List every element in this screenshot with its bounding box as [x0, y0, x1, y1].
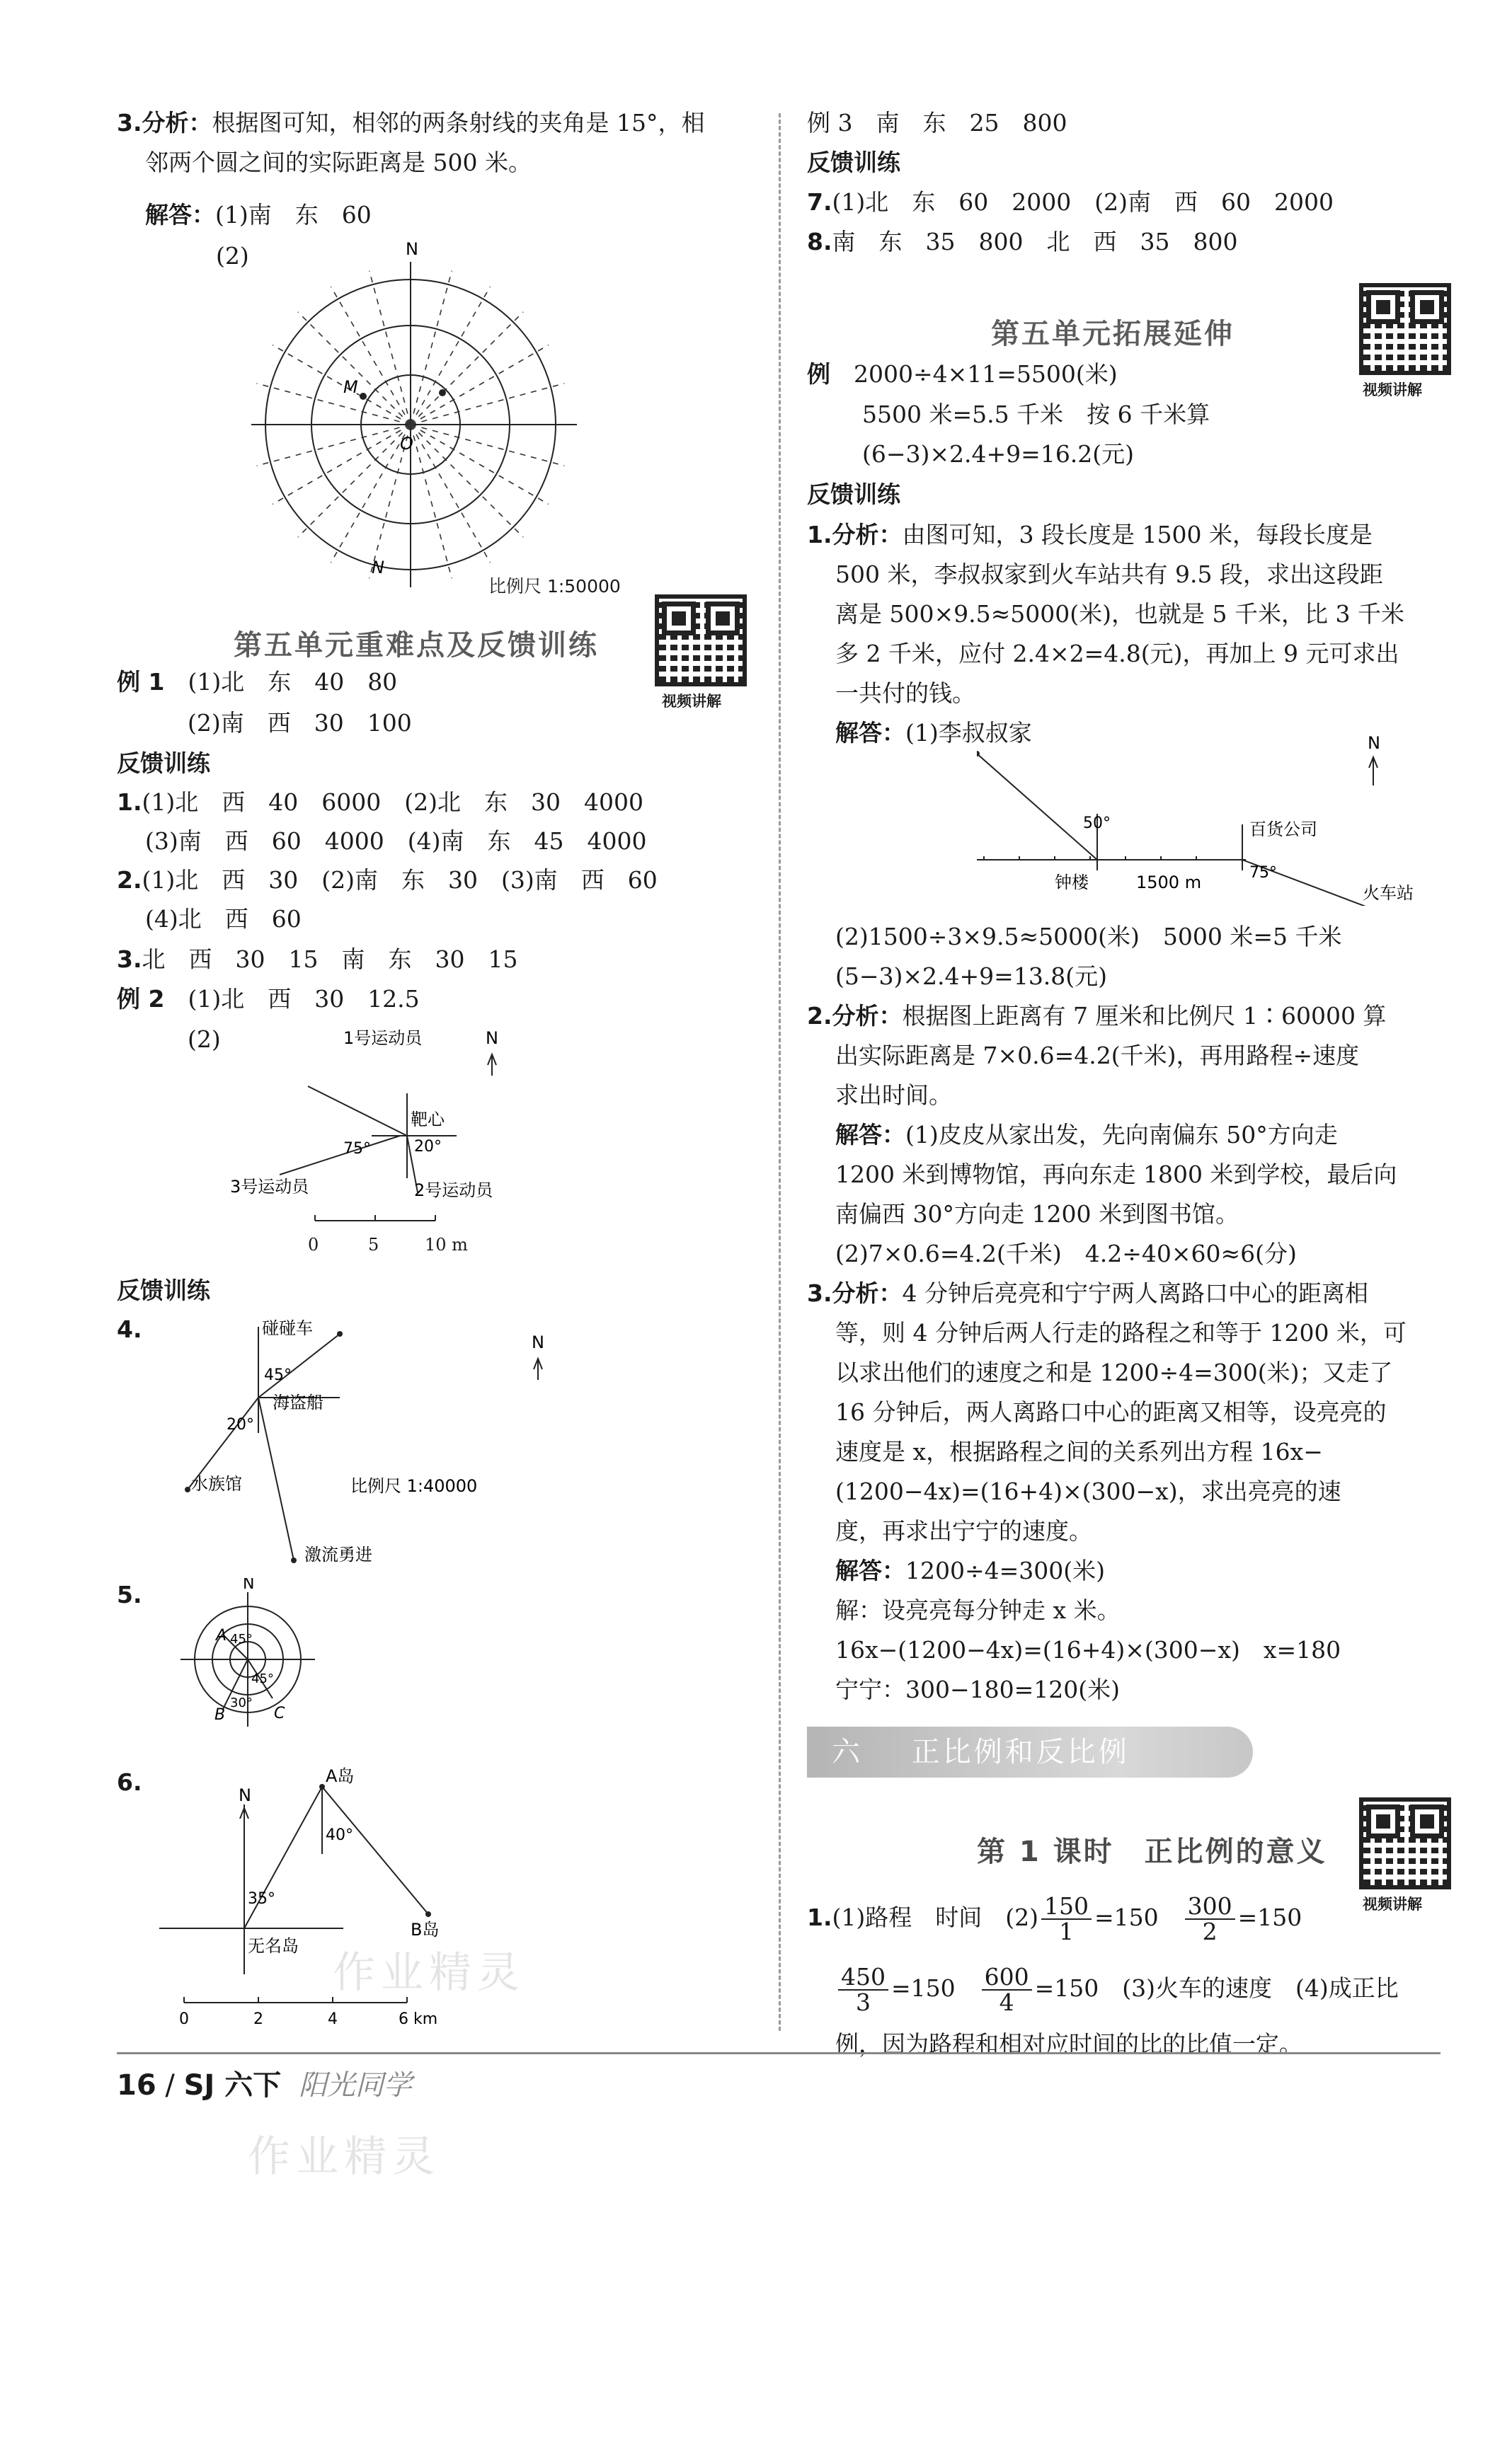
fig5-a45b: 45° [251, 1671, 274, 1686]
fig2-north: N [486, 1028, 498, 1048]
fig6-s4: 4 [328, 2010, 338, 2028]
fig5-a: A [216, 1627, 227, 1645]
fig5-b: B [214, 1706, 226, 1724]
extension-example: 例 2000÷4×11=5500(米) [807, 360, 1118, 388]
compass-ray [298, 312, 411, 425]
fig4-pirate: 海盗船 [273, 1393, 323, 1412]
fig7-north: N [1368, 733, 1380, 753]
compass-ray [331, 425, 411, 563]
fig6-wuming: 无名岛 [248, 1936, 299, 1956]
example-2-line2: (2) [188, 1025, 221, 1053]
fig2-s10: 10 m [425, 1235, 468, 1255]
fig7-station: 火车站 [1363, 883, 1414, 903]
r-q2-a3: 求出时间。 [835, 1081, 952, 1109]
r-q1-a3: 离是 500×9.5≈5000(米)，也就是 5 千米，比 3 千米 [835, 600, 1404, 628]
footer [117, 2063, 412, 2103]
r-q2-b2: 1200 米到博物馆，再向东走 1800 米到学校，最后向 [835, 1161, 1397, 1188]
r-q3: 3.分析：4 分钟后亮亮和宁宁两人离路口中心的距离相 [807, 1279, 1368, 1307]
fig5-a45a: 45° [230, 1632, 253, 1647]
p1-line2: $\frac{450}{3}$ =150 $\frac{600}{4}$ =150 (3)火车的速度 (4)成正比 [835, 1960, 1399, 2017]
compass-ray [411, 271, 452, 425]
fig5-north: N [243, 1578, 255, 1593]
compass-ray [411, 425, 549, 505]
p1: 1.(1)路程 时间 (2) $\frac{150}{1}$ =150 $\frac{300}{2}$ =150 [807, 1892, 1302, 1945]
r-q2-ans: 解答：(1)皮皮从家出发，先向南偏东 50°方向走 [835, 1121, 1338, 1148]
page-number: 16 [117, 2069, 156, 2102]
compass-ray [331, 287, 411, 425]
fig6-a40: 40° [326, 1826, 353, 1844]
figure-route-map [977, 729, 1437, 906]
figure-target-athletes [202, 1015, 542, 1228]
figure-compass-circles [237, 234, 634, 594]
compass-ray [411, 345, 549, 425]
r-q3-b2: 解：设亮亮每分钟走 x 米。 [835, 1596, 1121, 1624]
fig4-north: N [532, 1332, 544, 1352]
section-title-extension: 第五单元拓展延伸 [991, 318, 1235, 350]
example-1-line2: (2)南 西 30 100 [188, 709, 412, 737]
fig7-store: 百货公司 [1249, 819, 1317, 839]
r-q1-ans3: (5−3)×2.4+9=13.8(元) [835, 962, 1108, 990]
r-q1: 1.分析：由图可知，3 段长度是 1500 米，每段长度是 [807, 521, 1373, 548]
fig5-c: C [274, 1705, 285, 1722]
r-q3-a5: 速度是 x，根据路程之间的关系列出方程 16x− [835, 1438, 1323, 1466]
compass-ray [411, 312, 523, 425]
feedback-title-2: 反馈训练 [117, 1277, 210, 1304]
fig2-s5: 5 [368, 1235, 379, 1255]
fig4-a20: 20° [227, 1416, 254, 1434]
qr-label-2: 视频讲解 [1363, 381, 1422, 398]
footer-slash: / [165, 2069, 175, 2102]
fig2-athlete3: 3号运动员 [230, 1177, 309, 1197]
fb-q2: 2.(1)北 西 30 (2)南 东 30 (3)南 西 60 [117, 866, 658, 894]
fig2-a20: 20° [414, 1138, 442, 1156]
compass-ray [411, 287, 491, 425]
compass-ray [411, 425, 452, 578]
r-q1-a4: 多 2 千米，应付 2.4×2=4.8(元)，再加上 9 元可求出 [835, 640, 1399, 667]
compass-ray [257, 425, 411, 466]
qr-code-2[interactable] [1359, 283, 1451, 375]
fig6-b-island: B岛 [411, 1920, 440, 1940]
figure-amusement-park [173, 1309, 570, 1578]
q3-analysis: 3.分析：根据图可知，相邻的两条射线的夹角是 15°，相 [117, 109, 705, 137]
r-q1-ans2: (2)1500÷3×9.5≈5000(米) 5000 米=5 千米 [835, 923, 1342, 950]
compass-ray [411, 425, 523, 537]
fig1-n: N [372, 558, 384, 577]
fig2-s0: 0 [308, 1235, 319, 1255]
fb-q2-line2: (4)北 西 60 [145, 905, 302, 933]
fig1-m: M [343, 377, 358, 397]
example-2: 例 2 (1)北 西 30 12.5 [117, 985, 420, 1013]
q3-answer: 解答：(1)南 东 60 [145, 201, 372, 229]
brand-logo: 阳光同学 [298, 2069, 412, 2102]
q8: 8.南 东 35 800 北 西 35 800 [807, 228, 1238, 255]
r-q3-a7: 度，再求出宁宁的速度。 [835, 1517, 1092, 1545]
r-q3-a4: 16 分钟后，两人离路口中心的距离又相等，设亮亮的 [835, 1398, 1387, 1426]
compass-ray [273, 425, 411, 505]
r-q1-a2: 500 米，李叔叔家到火车站共有 9.5 段，求出这段距 [835, 560, 1383, 588]
r-q3-a2: 等，则 4 分钟后两人行走的路程之和等于 1200 米，可 [835, 1319, 1407, 1347]
r-q3-b4: 宁宁：300−180=120(米) [835, 1676, 1121, 1703]
q5-num: 5. [117, 1581, 142, 1608]
q6-num: 6. [117, 1768, 142, 1796]
fig6-north: N [239, 1785, 251, 1805]
r-q2-b4: (2)7×0.6=4.2(千米) 4.2÷40×60≈6(分) [835, 1240, 1297, 1267]
fig1-o: O [400, 434, 413, 454]
fig4-scale: 比例尺 1:40000 [350, 1476, 478, 1496]
r-q2: 2.分析：根据图上距离有 7 厘米和比例尺 1∶60000 算 [807, 1002, 1387, 1030]
fig4-rafting: 激流勇进 [304, 1545, 372, 1565]
r-q1-ans: 解答：(1)李叔叔家 [835, 719, 1032, 747]
fig6-s6: 6 km [399, 2010, 438, 2028]
r-q3-a3: 以求出他们的速度之和是 1200÷4=300(米)；又走了 [835, 1359, 1393, 1386]
compass-ray [411, 384, 564, 425]
fig4-a45: 45° [264, 1366, 292, 1384]
compass-ray [411, 425, 491, 563]
q4-num: 4. [117, 1316, 142, 1343]
compass-ray [411, 425, 564, 466]
feedback-title-r: 反馈训练 [807, 149, 900, 176]
feedback-title: 反馈训练 [117, 749, 210, 777]
qr-code[interactable] [655, 594, 747, 686]
fig7-bell: 钟楼 [1055, 873, 1089, 892]
q7: 7.(1)北 东 60 2000 (2)南 西 60 2000 [807, 188, 1334, 216]
chapter-banner [807, 1727, 1253, 1778]
fig1-scale: 比例尺 1:50000 [488, 576, 621, 597]
fb-q1-line2: (3)南 西 60 4000 (4)南 东 45 4000 [145, 827, 647, 855]
feedback-title-r2: 反馈训练 [807, 480, 900, 508]
figure-concentric [152, 1578, 336, 1755]
example-1: 例 1 (1)北 东 40 80 [117, 668, 398, 696]
watermark-2: 作业精灵 [248, 2132, 440, 2182]
fig1-north: N [406, 239, 418, 259]
fig4-aquarium: 水族馆 [191, 1474, 242, 1494]
fb-q3: 3.北 西 30 15 南 东 30 15 [117, 945, 518, 973]
r-q1-a5: 一共付的钱。 [835, 679, 975, 707]
book-code: SJ 六下 [183, 2069, 282, 2102]
r-q2-b3: 南偏西 30°方向走 1200 米到图书馆。 [835, 1200, 1239, 1228]
fig2-athlete1: 1号运动员 [343, 1028, 423, 1048]
fig6-a35: 35° [248, 1890, 275, 1908]
column-divider [779, 113, 781, 2031]
fig7-dist: 1500 m [1136, 873, 1202, 892]
r-q2-a2: 出实际距离是 7×0.6=4.2(千米)，再用路程÷速度 [835, 1042, 1360, 1069]
p1-line3: 例，因为路程和相对应时间的比的比值一定。 [835, 2030, 1302, 2058]
qr-label-3: 视频讲解 [1363, 1896, 1422, 1913]
fig2-target: 靶心 [411, 1110, 445, 1129]
fig4-bumper: 碰碰车 [262, 1318, 313, 1338]
fig2-a75: 75° [343, 1140, 371, 1158]
ext-l2: 5500 米=5.5 千米 按 6 千米算 [862, 401, 1210, 428]
compass-ray [298, 425, 411, 537]
fig7-a50: 50° [1083, 814, 1111, 832]
fig6-a-island: A岛 [326, 1766, 355, 1786]
compass-ray [370, 271, 411, 425]
banner-number: 六 [832, 1736, 860, 1768]
q3-answer-2: (2) [216, 242, 249, 270]
qr-code-3[interactable] [1359, 1797, 1451, 1889]
fig7-a75: 75° [1249, 864, 1277, 882]
r-q3-b3: 16x−(1200−4x)=(16+4)×(300−x) x=180 [835, 1636, 1341, 1664]
r-q3-ans: 解答：1200÷4=300(米) [835, 1557, 1106, 1584]
q3-analysis-cont: 邻两个圆之间的实际距离是 500 米。 [145, 149, 532, 176]
banner-title: 正比例和反比例 [911, 1736, 1130, 1768]
lesson-title: 第 1 课时 正比例的意义 [977, 1836, 1327, 1868]
section-title-key-points: 第五单元重难点及反馈训练 [234, 629, 599, 662]
r-q3-a6: (1200−4x)=(16+4)×(300−x)，求出亮亮的速 [835, 1478, 1341, 1505]
fig6-s2: 2 [253, 2010, 263, 2028]
example-3: 例 3 南 东 25 800 [807, 109, 1067, 137]
fig5-a30: 30° [230, 1696, 253, 1710]
fig2-athlete2: 2号运动员 [414, 1180, 493, 1200]
ext-l3: (6−3)×2.4+9=16.2(元) [862, 440, 1135, 468]
qr-label: 视频讲解 [662, 693, 721, 710]
fig6-s0: 0 [179, 2010, 189, 2028]
compass-ray [273, 345, 411, 425]
fb-q1: 1.(1)北 西 40 6000 (2)北 东 30 4000 [117, 788, 643, 816]
footer-rule [117, 2052, 1441, 2054]
compass-ray [257, 384, 411, 425]
watermark: 作业精灵 [333, 1948, 525, 1998]
